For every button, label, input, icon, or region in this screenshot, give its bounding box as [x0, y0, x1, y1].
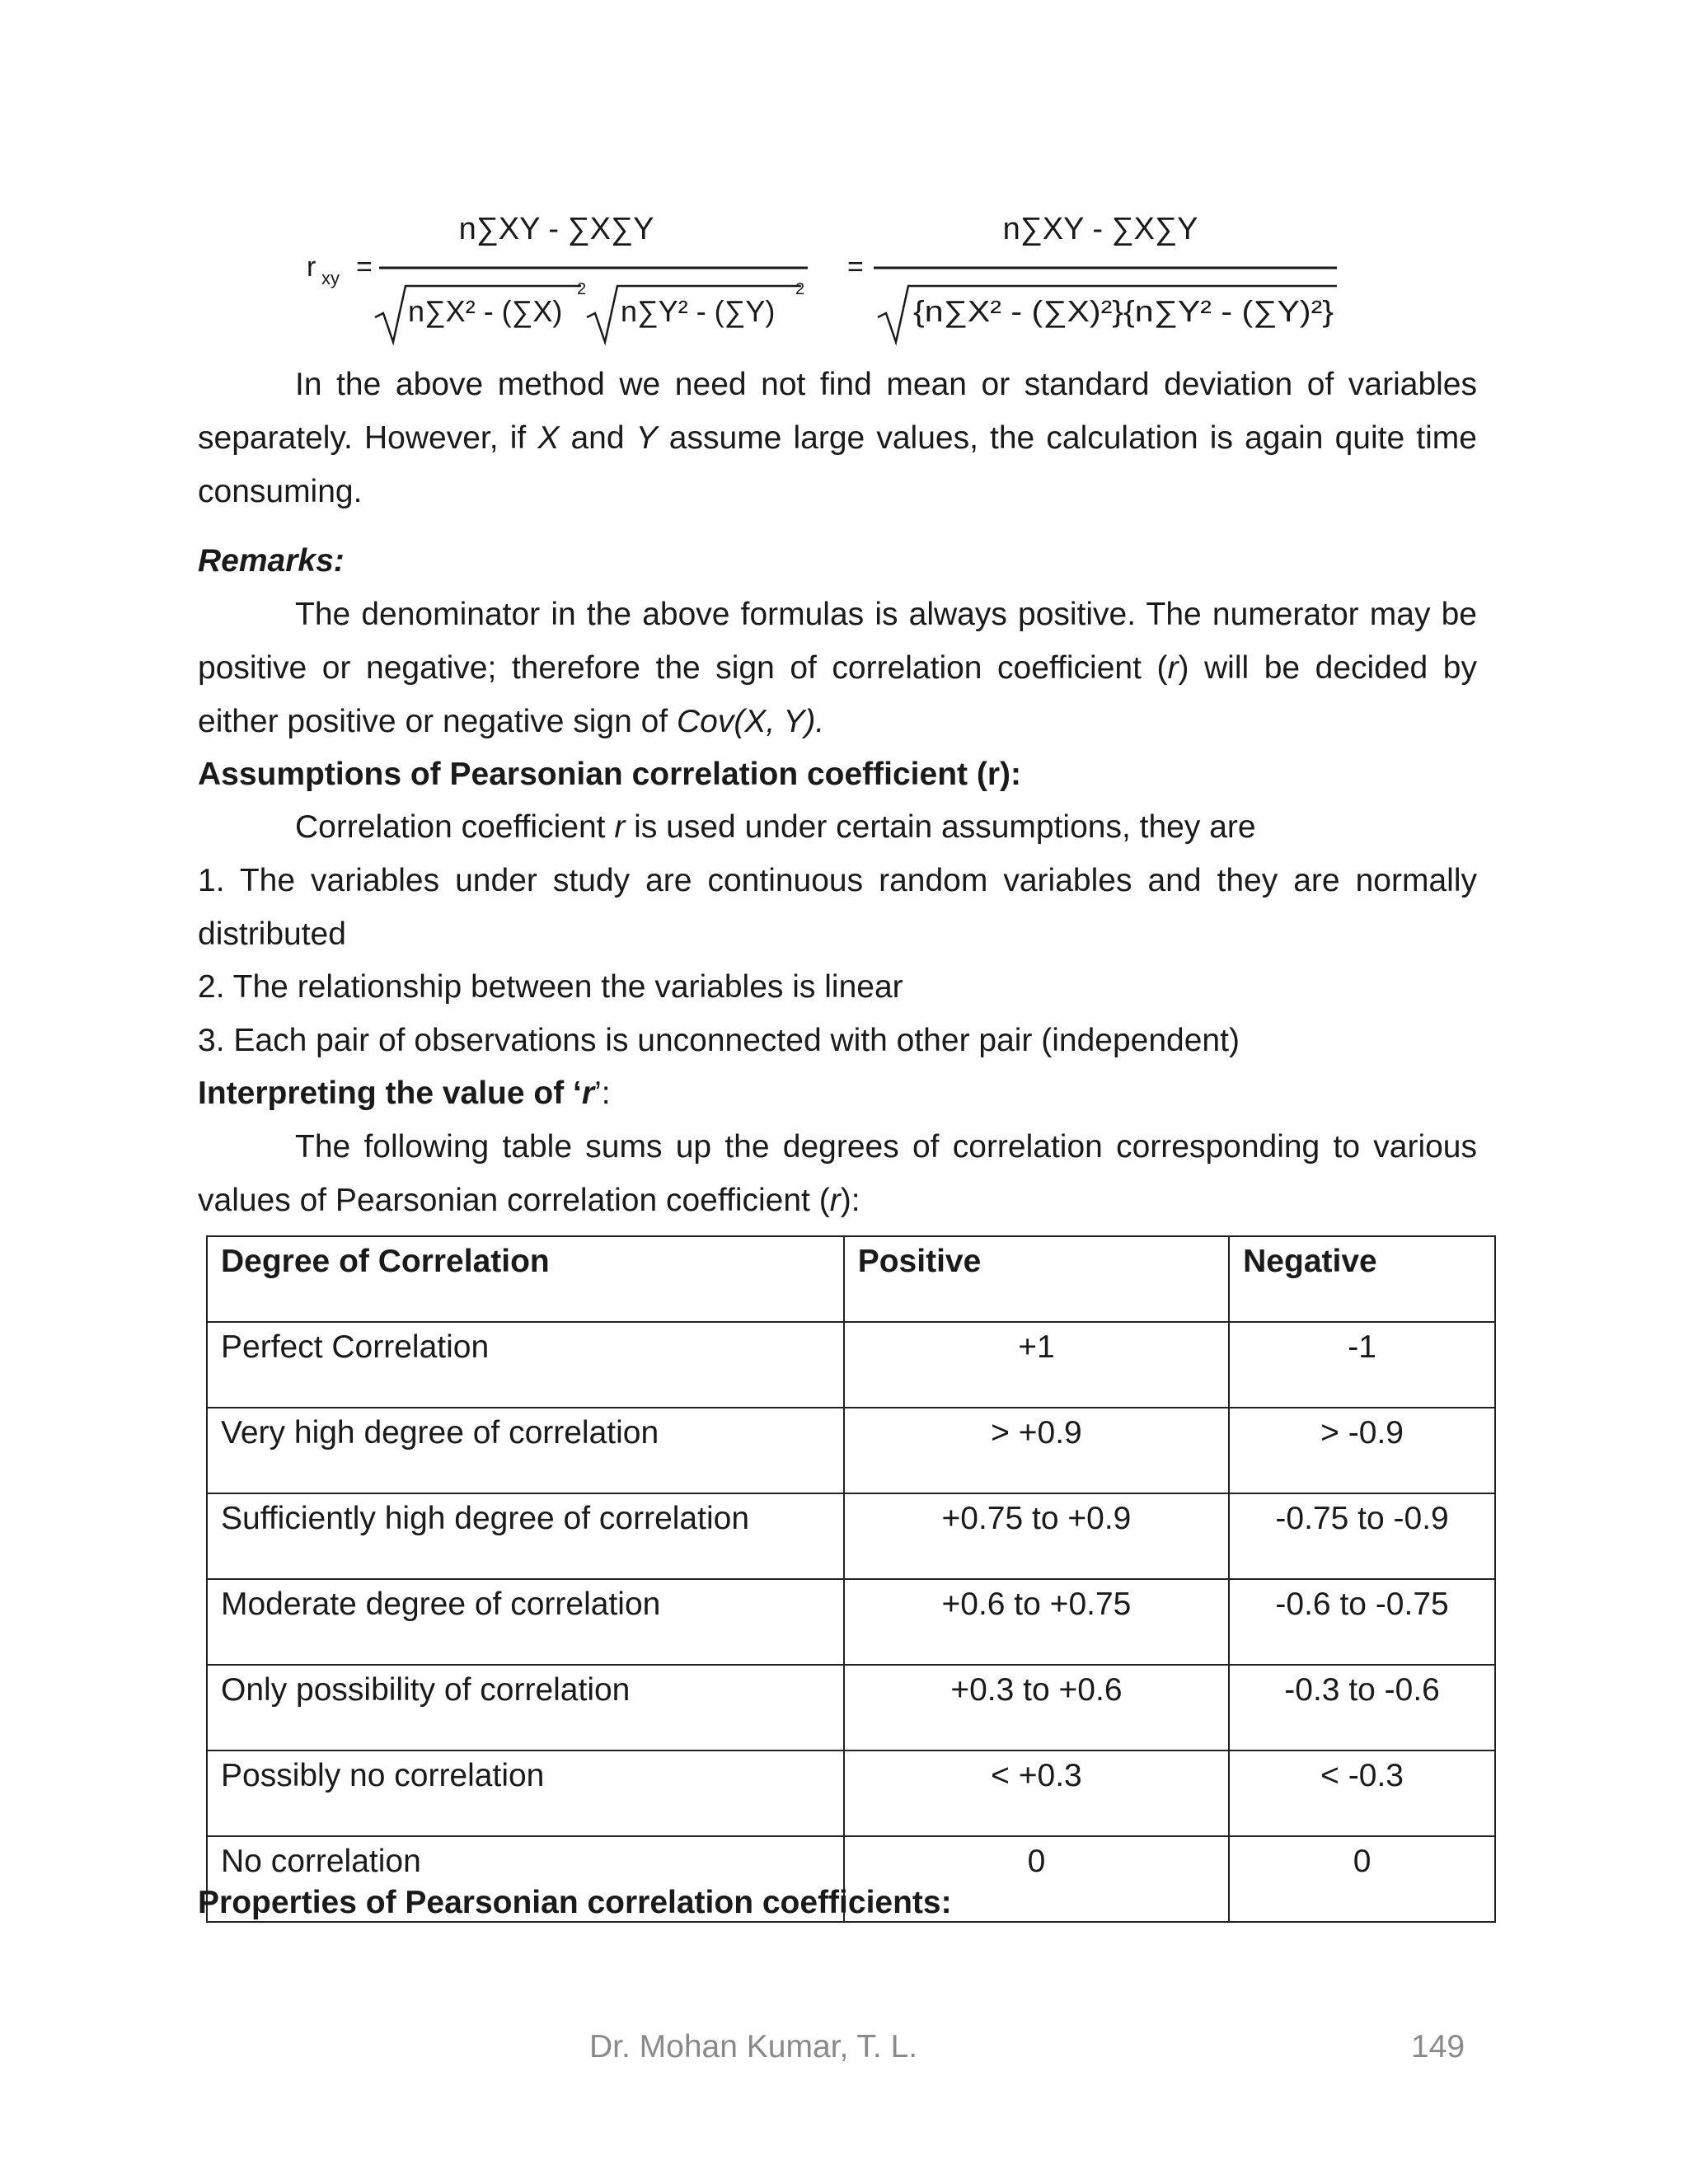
cov-term: Cov(X, Y). — [677, 704, 825, 739]
cell-degree: Sufficiently high degree of correlation — [207, 1493, 844, 1579]
table-row — [207, 1408, 1495, 1493]
cell-degree: Perfect Correlation — [207, 1322, 844, 1408]
variable-y: Y — [635, 420, 658, 456]
formula-exponent-1a: 2 — [577, 280, 587, 298]
cell-negative: -1 — [1229, 1322, 1495, 1408]
correlation-degree-table — [206, 1235, 1496, 1923]
page-number: 149 — [1411, 2029, 1465, 2064]
formula-equals-2: = — [847, 251, 864, 283]
cell-negative: 0 — [1229, 1836, 1495, 1922]
formula-denominator-1a: n∑X² - (∑X) — [408, 294, 563, 328]
table-row — [207, 1750, 1495, 1836]
header-negative: Negative — [1229, 1236, 1495, 1322]
formula-lhs-subscript: xy — [321, 268, 340, 288]
assumption-item-3: 3. Each pair of observations is unconnected with other pair (independent) — [198, 1023, 1240, 1058]
cell-negative: -0.6 to -0.75 — [1229, 1579, 1495, 1665]
formula-denominator-2: {n∑X² - (∑X)²}{n∑Y² - (∑Y)²} — [913, 294, 1334, 328]
cell-positive: < +0.3 — [844, 1750, 1229, 1836]
variable-x: X — [537, 420, 560, 456]
assumptions-intro: Correlation coefficient r is used under certain assumptions, they are — [295, 809, 1256, 845]
assumptions-heading: Assumptions of Pearsonian correlation coefficient (r): — [198, 757, 1021, 792]
method-paragraph: In the above method we need not find mean or standard deviation of variables separately. However, if X and Y assume large values, the calculation is again quite time consuming. — [198, 367, 1477, 509]
cell-degree: Very high degree of correlation — [207, 1408, 844, 1493]
assumption-item-1: 1. The variables under study are continuous random variables and they are normally distributed — [198, 863, 1477, 952]
cell-degree: Possibly no correlation — [207, 1750, 844, 1836]
cell-degree: No correlation — [207, 1836, 844, 1922]
table-header-row — [207, 1236, 1495, 1322]
remarks-paragraph: The denominator in the above formulas is always positive. The numerator may be positive or negative; therefore the sign of correlation coefficient (r) will be decided by either positive or negative sign of Cov(X, Y). — [198, 597, 1477, 739]
formula-exponent-1b: 2 — [795, 280, 805, 298]
cell-positive: +0.6 to +0.75 — [844, 1579, 1229, 1665]
formula-equals-1: = — [356, 251, 373, 283]
header-positive: Positive — [844, 1236, 1229, 1322]
interpreting-heading: Interpreting the value of ‘r’: — [198, 1076, 611, 1111]
remarks-heading: Remarks: — [198, 543, 345, 579]
cell-negative: > -0.9 — [1229, 1408, 1495, 1493]
formula-lhs: r — [307, 251, 316, 283]
cell-negative: -0.75 to -0.9 — [1229, 1493, 1495, 1579]
correlation-formula — [297, 194, 1368, 371]
table-row — [207, 1493, 1495, 1579]
cell-negative: < -0.3 — [1229, 1750, 1495, 1836]
cell-negative: -0.3 to -0.6 — [1229, 1665, 1495, 1750]
formula-numerator-1: n∑XY - ∑X∑Y — [458, 212, 654, 246]
cell-degree: Moderate degree of correlation — [207, 1579, 844, 1665]
formula-denominator-1b: n∑Y² - (∑Y) — [621, 294, 776, 328]
interpreting-paragraph: The following table sums up the degrees of correlation corresponding to various values of Pearsonian correlation coefficient (r): — [198, 1129, 1477, 1218]
table-row — [207, 1579, 1495, 1665]
table-row — [207, 1665, 1495, 1750]
cell-positive: > +0.9 — [844, 1408, 1229, 1493]
footer-author: Dr. Mohan Kumar, T. L. — [589, 2029, 918, 2064]
cell-positive: +0.3 to +0.6 — [844, 1665, 1229, 1750]
cell-positive: +0.75 to +0.9 — [844, 1493, 1229, 1579]
cell-positive: +1 — [844, 1322, 1229, 1408]
assumption-item-2: 2. The relationship between the variables is linear — [198, 969, 903, 1005]
header-degree: Degree of Correlation — [207, 1236, 844, 1322]
cell-degree: Only possibility of correlation — [207, 1665, 844, 1750]
properties-heading: Properties of Pearsonian correlation coefficients: — [198, 1885, 952, 1920]
formula-numerator-2: n∑XY - ∑X∑Y — [1002, 212, 1198, 246]
table-row — [207, 1322, 1495, 1408]
cell-positive: 0 — [844, 1836, 1229, 1922]
